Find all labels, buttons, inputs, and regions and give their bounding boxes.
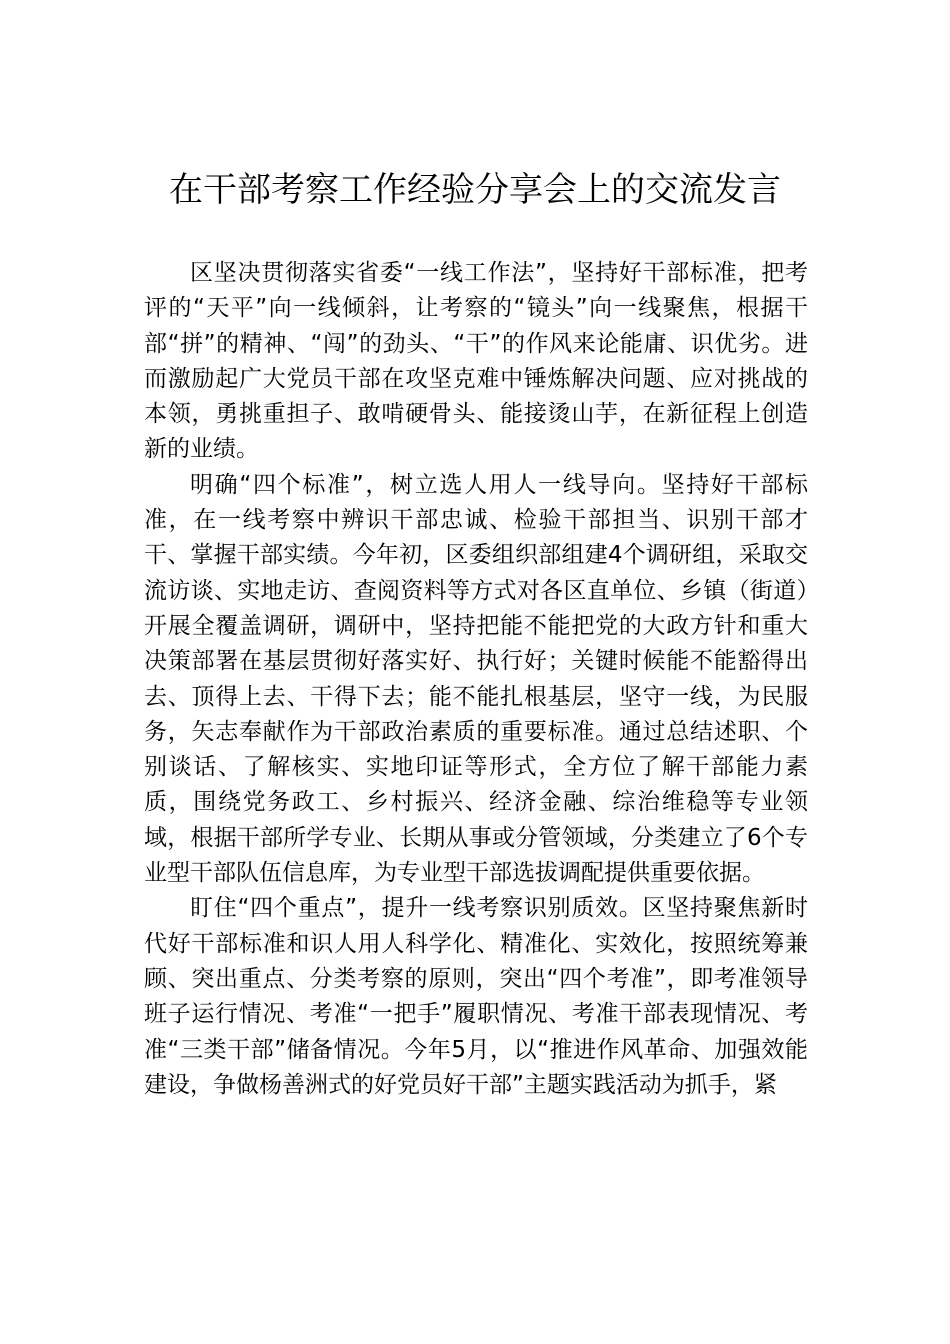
paragraph-lead: 盯住“四个重点”， bbox=[190, 895, 382, 922]
paragraph-lead: 明确“四个标准”， bbox=[190, 471, 391, 498]
paragraph-intro bbox=[144, 256, 808, 468]
paragraph-text: 区坚决贯彻落实省委“一线工作法”，坚持好干部标准，把考评的“天平”向一线倾斜，让考察的“镜头”向一线聚焦，根据干部“拼”的精神、“闯”的劲头、“干”的作风来论能庸、识优劣。进而激励起广大党员干部在攻坚克难中锤炼解决问题、应对挑战的本领，勇挑重担子、敢啃硬骨头、能接烫山芋，在新征程上创造新的业绩。 bbox=[144, 260, 808, 463]
document-body bbox=[144, 256, 808, 1103]
document-title: 在干部考察工作经验分享会上的交流发言 bbox=[169, 170, 781, 210]
paragraph-four-focuses bbox=[144, 891, 808, 1103]
paragraph-four-standards bbox=[144, 468, 808, 892]
paragraph-text: 提升一线考察识别质效。区坚持聚焦新时代好干部标准和识人用人科学化、精准化、实效化，按照统筹兼顾、突出重点、分类考察的原则，突出“四个考准”，即考准领导班子运行情况、考准“一把手”履职情况、考准干部表现情况、考准“三类干部”储备情况。今年5月，以“推进作风革命、加强效能建设，争做杨善洲式的好党员好干部”主题实践活动为抓手，紧 bbox=[144, 895, 808, 1098]
paragraph-text: 树立选人用人一线导向。坚持好干部标准，在一线考察中辨识干部忠诚、检验干部担当、识别干部才干、掌握干部实绩。今年初，区委组织部组建4个调研组，采取交流访谈、实地走访、查阅资料等方式对各区直单位、乡镇（街道）开展全覆盖调研，调研中，坚持把能不能把党的大政方针和重大决策部署在基层贯彻好落实好、执行好；关键时候能不能豁得出去、顶得上去、干得下去；能不能扎根基层，坚守一线，为民服务，矢志奉献作为干部政治素质的重要标准。通过总结述职、个别谈话、了解核实、实地印证等形式，全方位了解干部能力素质，围绕党务政工、乡村振兴、经济金融、综治维稳等专业领域，根据干部所学专业、长期从事或分管领域，分类建立了6个专业型干部队伍信息库，为专业型干部选拔调配提供重要依据。 bbox=[144, 471, 808, 887]
